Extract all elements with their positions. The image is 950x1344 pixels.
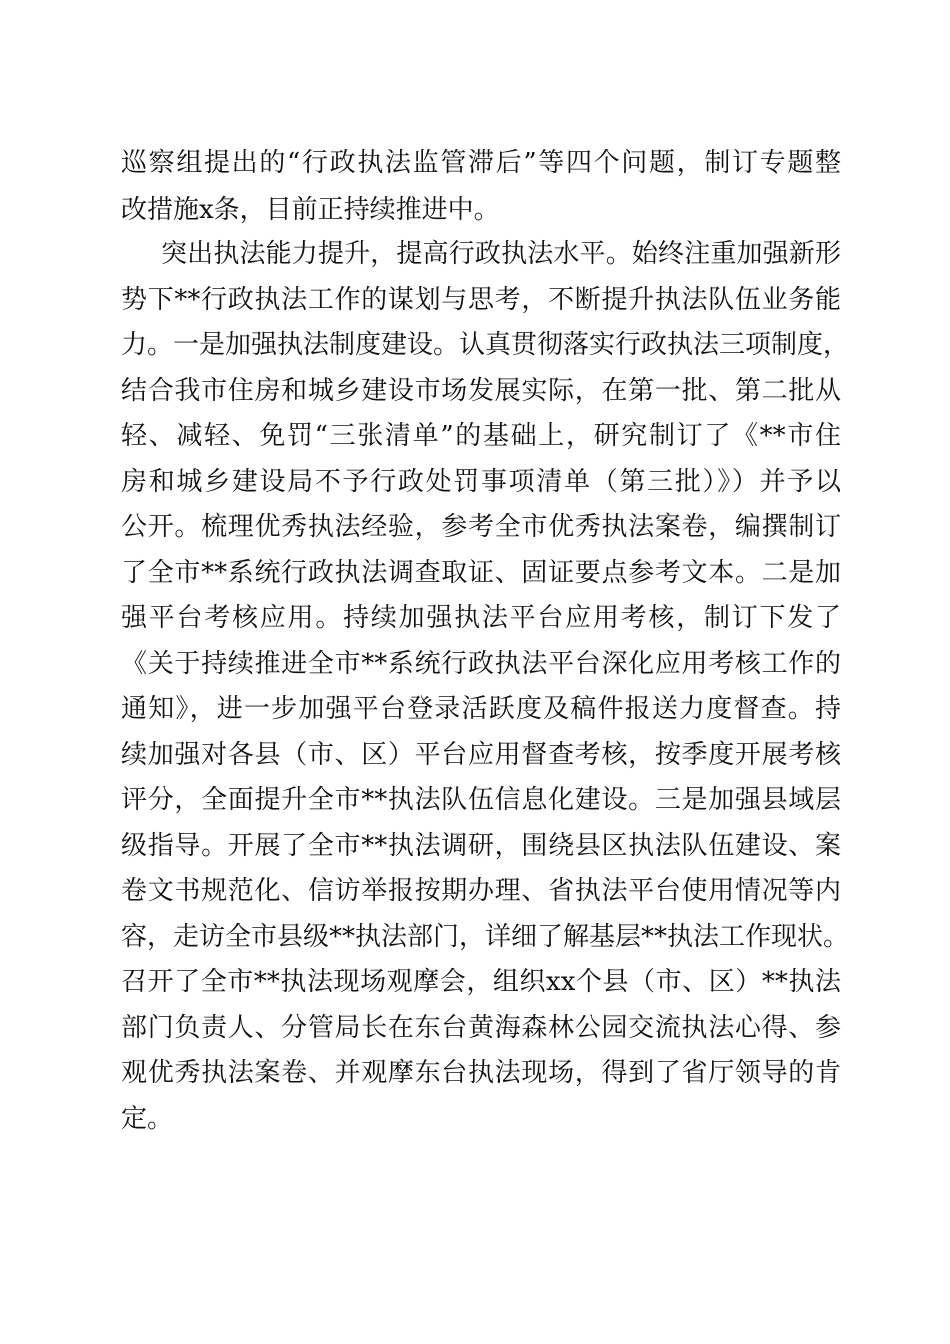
paragraph-first-line: 突出执法能力提升，提高行政执法水平。始终注重加强新形 xyxy=(161,239,841,269)
text-line: 部门负责人、分管局长在东台黄海森林公园交流执法心得、参 xyxy=(121,1013,841,1043)
text-line: 公开。梳理优秀执法经验，参考全市优秀执法案卷，编撰制订 xyxy=(121,512,841,542)
text-line: 容，走访全市县级**执法部门，详细了解基层**执法工作现状。 xyxy=(121,922,850,952)
text-line: 观优秀执法案卷、并观摩东台执法现场，得到了省厅领导的肯 xyxy=(121,1058,841,1088)
text-line: 结合我市住房和城乡建设市场发展实际，在第一批、第二批从 xyxy=(121,376,841,406)
text-line: 改措施x条，目前正持续推进中。 xyxy=(121,195,500,225)
text-line: 定。 xyxy=(121,1104,174,1134)
text-line: 级指导。开展了全市**执法调研，围绕县区执法队伍建设、案 xyxy=(121,831,841,861)
text-line: 《关于持续推进全市**系统行政执法平台深化应用考核工作的 xyxy=(121,649,841,679)
text-line: 轻、减轻、免罚“三张清单”的基础上，研究制订了《**市住 xyxy=(121,421,841,451)
text-line: 房和城乡建设局不予行政处罚事项清单（第三批）》）并予以 xyxy=(121,467,841,497)
text-line: 了全市**系统行政执法调查取证、固证要点参考文本。二是加 xyxy=(121,558,841,588)
text-line: 势下**行政执法工作的谋划与思考，不断提升执法队伍业务能 xyxy=(121,285,841,315)
text-line: 通知》，进一步加强平台登录活跃度及稿件报送力度督查。持 xyxy=(121,694,841,724)
text-line: 卷文书规范化、信访举报按期办理、省执法平台使用情况等内 xyxy=(121,876,841,906)
text-line: 评分，全面提升全市**执法队伍信息化建设。三是加强县域层 xyxy=(121,785,841,815)
text-line: 续加强对各县（市、区）平台应用督查考核，按季度开展考核 xyxy=(121,740,841,770)
text-line: 强平台考核应用。持续加强执法平台应用考核，制订下发了 xyxy=(121,603,841,633)
text-line: 召开了全市**执法现场观摩会，组织xx个县（市、区）**执法 xyxy=(121,967,841,997)
text-line: 巡察组提出的“行政执法监管滞后”等四个问题，制订专题整 xyxy=(121,148,841,178)
text-line: 力。一是加强执法制度建设。认真贯彻落实行政执法三项制度， xyxy=(121,330,850,360)
